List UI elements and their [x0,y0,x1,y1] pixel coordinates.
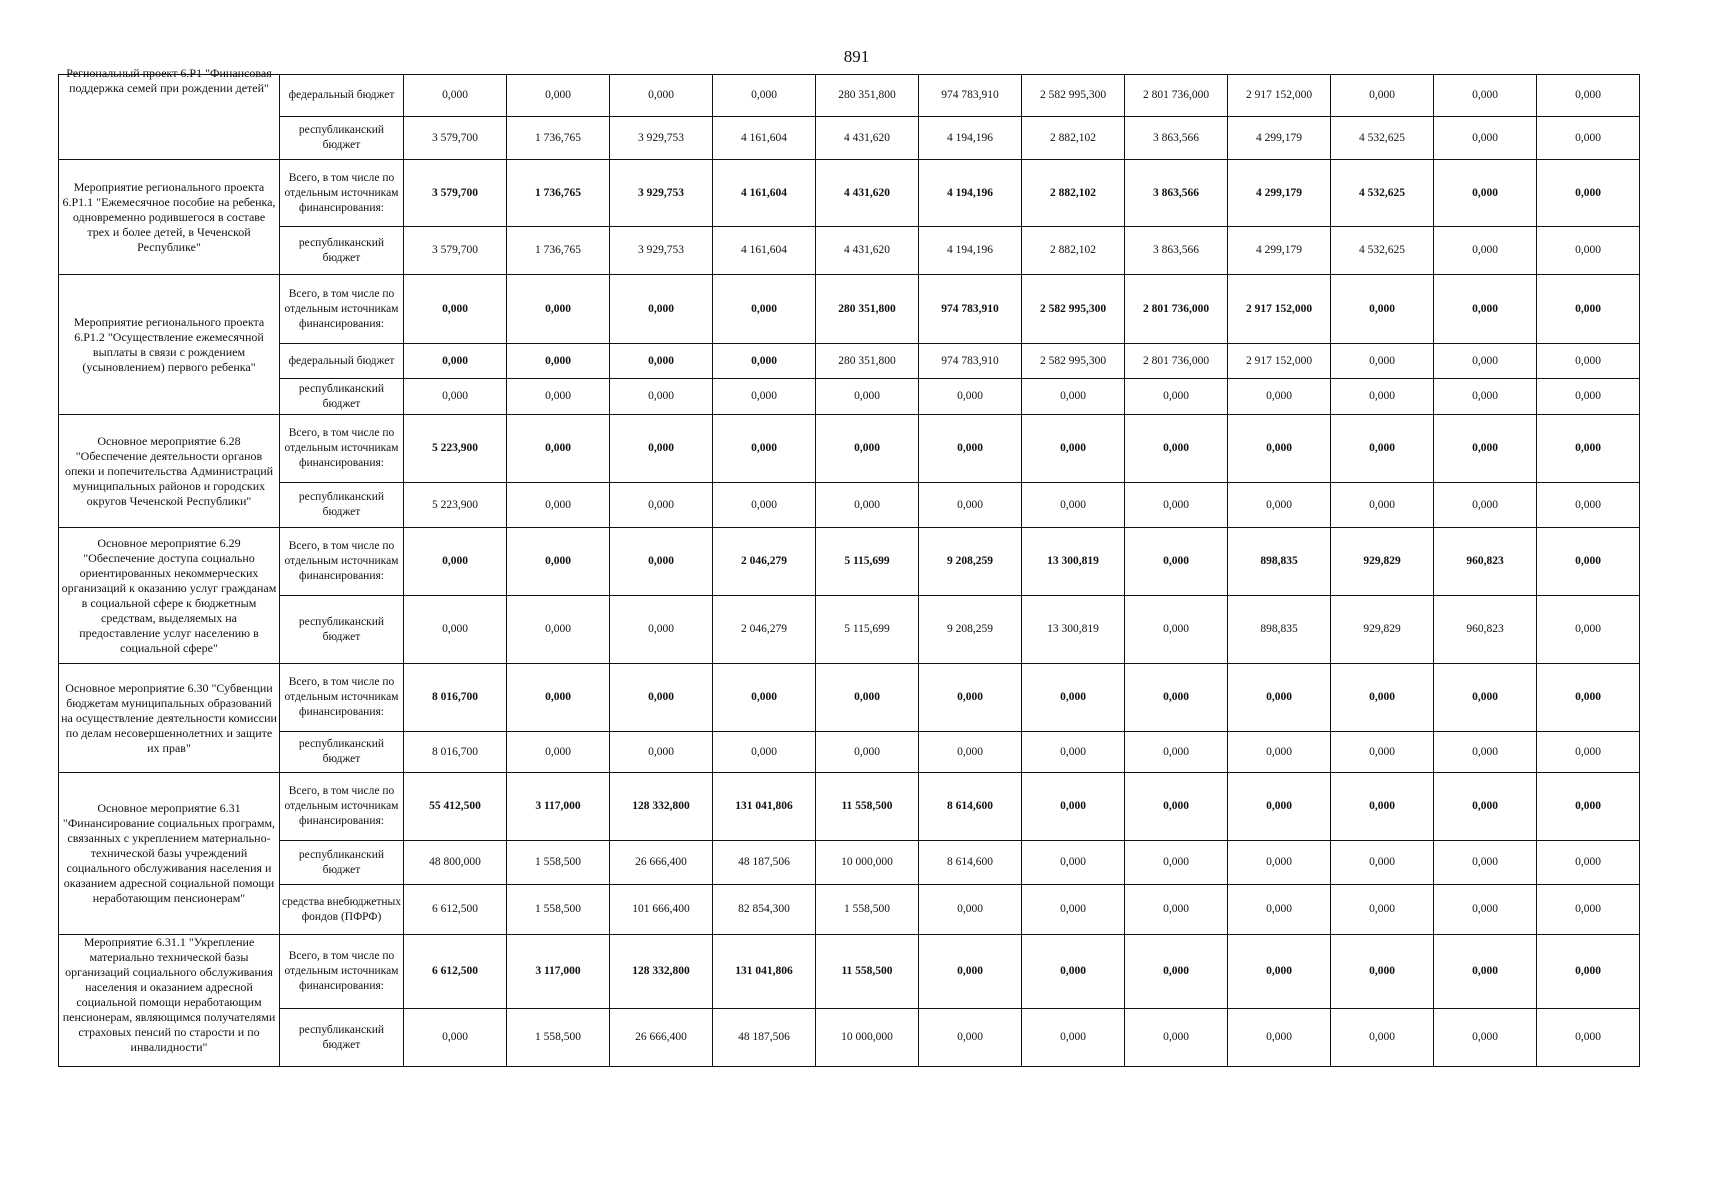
amount-cell: 3 579,700 [404,227,507,275]
amount-cell: 8 016,700 [404,664,507,732]
amount-cell: 0,000 [1537,732,1640,773]
amount-cell: 9 208,259 [919,596,1022,664]
funding-source-cell: Всего, в том числе по отдельным источникам финансирования: [280,773,404,841]
amount-cell: 1 558,500 [507,885,610,935]
amount-cell: 0,000 [610,732,713,773]
amount-cell: 0,000 [713,664,816,732]
amount-cell: 0,000 [1228,885,1331,935]
amount-cell: 0,000 [1434,344,1537,379]
amount-cell: 128 332,800 [610,935,713,1009]
amount-cell: 0,000 [1228,841,1331,885]
amount-cell: 0,000 [1434,664,1537,732]
activity-name-cell: Основное мероприятие 6.28 "Обеспечение деятельности органов опеки и попечительства Администраций муниципальных районов и городских округов Чеченской Республики" [59,415,280,528]
amount-cell: 55 412,500 [404,773,507,841]
amount-cell: 0,000 [1125,773,1228,841]
table-row [59,596,1640,664]
funding-source-cell: республиканский бюджет [280,379,404,415]
amount-cell: 0,000 [816,483,919,528]
amount-cell: 48 187,506 [713,1009,816,1067]
amount-cell: 0,000 [1022,773,1125,841]
funding-source-cell: Всего, в том числе по отдельным источникам финансирования: [280,275,404,344]
funding-source-cell: Всего, в том числе по отдельным источникам финансирования: [280,935,404,1009]
amount-cell: 1 736,765 [507,117,610,160]
amount-cell: 0,000 [610,528,713,596]
amount-cell: 0,000 [1434,160,1537,227]
amount-cell: 0,000 [1537,1009,1640,1067]
amount-cell: 0,000 [404,275,507,344]
amount-cell: 0,000 [1125,885,1228,935]
amount-cell: 2 917 152,000 [1228,275,1331,344]
activity-name-cell: Мероприятие 6.31.1 "Укрепление материально технической базы организаций социального обслуживания населения и оказанием адресной социальной помощи неработающим пенсионерам, являющимся получателями страховых пенсий по старости и по инвалидности" [59,935,280,1067]
table-row [59,1009,1640,1067]
amount-cell: 0,000 [404,379,507,415]
table-row [59,483,1640,528]
amount-cell: 0,000 [1228,483,1331,528]
amount-cell: 4 532,625 [1331,160,1434,227]
amount-cell: 0,000 [919,415,1022,483]
amount-cell: 0,000 [610,379,713,415]
amount-cell: 5 115,699 [816,596,919,664]
amount-cell: 0,000 [1125,841,1228,885]
amount-cell: 0,000 [1125,528,1228,596]
amount-cell: 0,000 [1331,415,1434,483]
amount-cell: 6 612,500 [404,935,507,1009]
amount-cell: 960,823 [1434,596,1537,664]
activity-name-cell: Мероприятие регионального проекта 6.Р1.1 "Ежемесячное пособие на ребенка, одновременно родившегося в составе трех и более детей, в Чеченской Республике" [59,160,280,275]
amount-cell: 3 929,753 [610,160,713,227]
amount-cell: 0,000 [1434,935,1537,1009]
amount-cell: 4 194,196 [919,160,1022,227]
amount-cell: 0,000 [1537,275,1640,344]
amount-cell: 2 582 995,300 [1022,344,1125,379]
amount-cell: 974 783,910 [919,344,1022,379]
table-row [59,885,1640,935]
amount-cell: 0,000 [816,415,919,483]
amount-cell: 48 800,000 [404,841,507,885]
table-row [59,227,1640,275]
activity-name-cell: Мероприятие регионального проекта 6.Р1.2 "Осуществление ежемесячной выплаты в связи с рождением (усыновлением) первого ребенка" [59,275,280,415]
amount-cell: 9 208,259 [919,528,1022,596]
amount-cell: 4 299,179 [1228,117,1331,160]
amount-cell: 0,000 [1125,596,1228,664]
amount-cell: 5 223,900 [404,483,507,528]
amount-cell: 3 929,753 [610,117,713,160]
amount-cell: 0,000 [816,732,919,773]
activity-name-text: Региональный проект 6.Р1 "Финансовая поддержка семей при рождении детей" [66,66,272,95]
amount-cell: 0,000 [1331,483,1434,528]
amount-cell: 0,000 [1331,935,1434,1009]
amount-cell: 0,000 [919,664,1022,732]
amount-cell: 3 863,566 [1125,117,1228,160]
funding-source-cell: Всего, в том числе по отдельным источникам финансирования: [280,415,404,483]
amount-cell: 0,000 [1434,379,1537,415]
amount-cell: 2 046,279 [713,596,816,664]
amount-cell: 128 332,800 [610,773,713,841]
amount-cell: 0,000 [713,379,816,415]
funding-source-cell: республиканский бюджет [280,483,404,528]
amount-cell: 0,000 [1125,664,1228,732]
amount-cell: 5 115,699 [816,528,919,596]
table-row [59,664,1640,732]
amount-cell: 8 614,600 [919,841,1022,885]
amount-cell: 0,000 [1331,885,1434,935]
amount-cell: 0,000 [816,664,919,732]
amount-cell: 0,000 [1331,275,1434,344]
amount-cell: 0,000 [404,1009,507,1067]
amount-cell: 0,000 [1331,344,1434,379]
amount-cell: 4 161,604 [713,227,816,275]
amount-cell: 0,000 [1434,117,1537,160]
funding-source-cell: республиканский бюджет [280,732,404,773]
table-row [59,773,1640,841]
funding-source-cell: республиканский бюджет [280,227,404,275]
amount-cell: 4 299,179 [1228,227,1331,275]
amount-cell: 0,000 [919,935,1022,1009]
amount-cell: 1 558,500 [507,1009,610,1067]
amount-cell: 4 431,620 [816,160,919,227]
amount-cell: 974 783,910 [919,75,1022,117]
amount-cell: 0,000 [1125,1009,1228,1067]
table-row [59,528,1640,596]
amount-cell: 1 736,765 [507,160,610,227]
budget-table-body [59,66,1640,1067]
amount-cell: 0,000 [1125,483,1228,528]
amount-cell: 0,000 [1022,885,1125,935]
amount-cell: 0,000 [610,75,713,117]
amount-cell: 2 582 995,300 [1022,75,1125,117]
amount-cell: 0,000 [1537,227,1640,275]
amount-cell: 3 117,000 [507,935,610,1009]
amount-cell: 4 161,604 [713,117,816,160]
amount-cell: 3 863,566 [1125,227,1228,275]
amount-cell: 0,000 [1434,1009,1537,1067]
amount-cell: 0,000 [1228,732,1331,773]
amount-cell: 0,000 [1537,596,1640,664]
amount-cell: 0,000 [1331,732,1434,773]
amount-cell: 0,000 [1434,773,1537,841]
amount-cell: 0,000 [1434,227,1537,275]
amount-cell: 3 579,700 [404,160,507,227]
amount-cell: 4 161,604 [713,160,816,227]
budget-table [58,66,1640,1067]
amount-cell: 0,000 [1228,935,1331,1009]
amount-cell: 1 558,500 [816,885,919,935]
table-row [59,379,1640,415]
amount-cell: 0,000 [1537,379,1640,415]
amount-cell: 0,000 [1434,841,1537,885]
amount-cell: 3 117,000 [507,773,610,841]
amount-cell: 0,000 [1537,773,1640,841]
amount-cell: 0,000 [1537,483,1640,528]
amount-cell: 0,000 [919,483,1022,528]
table-row [59,275,1640,344]
amount-cell: 2 882,102 [1022,160,1125,227]
amount-cell: 0,000 [1434,415,1537,483]
table-row [59,935,1640,1009]
funding-source-cell: Всего, в том числе по отдельным источникам финансирования: [280,160,404,227]
amount-cell: 48 187,506 [713,841,816,885]
amount-cell: 2 801 736,000 [1125,275,1228,344]
funding-source-cell: средства внебюджетных фондов (ПФРФ) [280,885,404,935]
amount-cell: 280 351,800 [816,75,919,117]
amount-cell: 280 351,800 [816,275,919,344]
amount-cell: 2 882,102 [1022,227,1125,275]
amount-cell: 0,000 [1434,483,1537,528]
page-number: 891 [843,47,870,66]
amount-cell: 5 223,900 [404,415,507,483]
amount-cell: 101 666,400 [610,885,713,935]
funding-source-cell: республиканский бюджет [280,117,404,160]
amount-cell: 0,000 [1228,773,1331,841]
amount-cell: 0,000 [713,483,816,528]
amount-cell: 0,000 [404,75,507,117]
amount-cell: 82 854,300 [713,885,816,935]
amount-cell: 0,000 [1434,75,1537,117]
amount-cell: 0,000 [507,344,610,379]
amount-cell: 0,000 [507,379,610,415]
amount-cell: 0,000 [919,885,1022,935]
amount-cell: 4 299,179 [1228,160,1331,227]
amount-cell: 0,000 [507,664,610,732]
amount-cell: 0,000 [1331,379,1434,415]
funding-source-cell: республиканский бюджет [280,841,404,885]
amount-cell: 4 194,196 [919,227,1022,275]
amount-cell: 0,000 [1022,1009,1125,1067]
amount-cell: 0,000 [713,732,816,773]
amount-cell: 0,000 [1537,841,1640,885]
amount-cell: 0,000 [713,75,816,117]
amount-cell: 0,000 [1331,773,1434,841]
amount-cell: 0,000 [507,75,610,117]
amount-cell: 0,000 [1228,664,1331,732]
amount-cell: 0,000 [1228,415,1331,483]
amount-cell: 0,000 [1537,117,1640,160]
table-row [59,160,1640,227]
activity-name-cell: Основное мероприятие 6.31 "Финансирование социальных программ, связанных с укреплением материально-технической базы учреждений социального обслуживания населения и оказанием адресной социальной помощи неработающим пенсионерам" [59,773,280,935]
table-row [59,75,1640,117]
amount-cell: 0,000 [1537,935,1640,1009]
amount-cell: 0,000 [1537,664,1640,732]
amount-cell: 26 666,400 [610,841,713,885]
amount-cell: 2 917 152,000 [1228,75,1331,117]
amount-cell: 0,000 [713,415,816,483]
funding-source-cell: республиканский бюджет [280,596,404,664]
amount-cell: 960,823 [1434,528,1537,596]
amount-cell: 0,000 [507,275,610,344]
amount-cell: 898,835 [1228,596,1331,664]
amount-cell: 0,000 [1537,75,1640,117]
amount-cell: 0,000 [1331,75,1434,117]
amount-cell: 974 783,910 [919,275,1022,344]
amount-cell: 0,000 [1022,732,1125,773]
amount-cell: 131 041,806 [713,935,816,1009]
funding-source-cell: Всего, в том числе по отдельным источникам финансирования: [280,664,404,732]
amount-cell: 0,000 [507,596,610,664]
amount-cell: 3 929,753 [610,227,713,275]
amount-cell: 0,000 [1434,885,1537,935]
amount-cell: 4 532,625 [1331,117,1434,160]
amount-cell: 2 046,279 [713,528,816,596]
activity-name-cell: Основное мероприятие 6.29 "Обеспечение доступа социально ориентированных некоммерческих организаций к оказанию услуг гражданам в социальной сфере к бюджетным средствам, выделяемых на предоставление услуг населению в социальной сфере" [59,528,280,664]
amount-cell: 0,000 [1228,379,1331,415]
amount-cell: 0,000 [507,483,610,528]
amount-cell: 2 801 736,000 [1125,75,1228,117]
amount-cell: 929,829 [1331,596,1434,664]
amount-cell: 0,000 [404,344,507,379]
amount-cell: 0,000 [1537,160,1640,227]
amount-cell: 3 579,700 [404,117,507,160]
amount-cell: 0,000 [610,596,713,664]
amount-cell: 4 532,625 [1331,227,1434,275]
amount-cell: 4 431,620 [816,117,919,160]
amount-cell: 0,000 [1022,841,1125,885]
amount-cell: 131 041,806 [713,773,816,841]
amount-cell: 10 000,000 [816,1009,919,1067]
amount-cell: 0,000 [1022,664,1125,732]
amount-cell: 0,000 [713,344,816,379]
amount-cell: 0,000 [919,1009,1022,1067]
amount-cell: 11 558,500 [816,935,919,1009]
amount-cell: 0,000 [816,379,919,415]
amount-cell: 11 558,500 [816,773,919,841]
amount-cell: 0,000 [404,528,507,596]
amount-cell: 0,000 [1331,664,1434,732]
amount-cell: 0,000 [1537,415,1640,483]
amount-cell: 0,000 [507,732,610,773]
amount-cell: 0,000 [610,344,713,379]
amount-cell: 8 614,600 [919,773,1022,841]
amount-cell: 0,000 [1434,275,1537,344]
amount-cell: 6 612,500 [404,885,507,935]
amount-cell: 0,000 [1537,885,1640,935]
amount-cell: 0,000 [1331,841,1434,885]
amount-cell: 0,000 [1537,528,1640,596]
amount-cell: 929,829 [1331,528,1434,596]
amount-cell: 0,000 [404,596,507,664]
amount-cell: 0,000 [610,664,713,732]
amount-cell: 280 351,800 [816,344,919,379]
amount-cell: 2 882,102 [1022,117,1125,160]
activity-name-cell: Основное мероприятие 6.30 "Субвенции бюджетам муниципальных образований на осуществление деятельности комиссии по делам несовершеннолетних и защите их прав" [59,664,280,773]
amount-cell: 13 300,819 [1022,596,1125,664]
amount-cell: 26 666,400 [610,1009,713,1067]
amount-cell: 0,000 [1537,344,1640,379]
amount-cell: 0,000 [1125,732,1228,773]
amount-cell: 0,000 [507,415,610,483]
table-row [59,117,1640,160]
amount-cell: 0,000 [1125,379,1228,415]
table-row [59,841,1640,885]
amount-cell: 2 801 736,000 [1125,344,1228,379]
funding-source-cell: республиканский бюджет [280,1009,404,1067]
amount-cell: 0,000 [610,483,713,528]
amount-cell: 0,000 [610,415,713,483]
table-row [59,732,1640,773]
amount-cell: 4 431,620 [816,227,919,275]
amount-cell: 0,000 [713,275,816,344]
amount-cell: 0,000 [1331,1009,1434,1067]
amount-cell: 0,000 [1022,379,1125,415]
activity-name-cell [59,66,280,160]
amount-cell: 0,000 [507,528,610,596]
amount-cell: 0,000 [919,379,1022,415]
amount-cell: 0,000 [1125,415,1228,483]
amount-cell: 0,000 [1434,732,1537,773]
amount-cell: 2 917 152,000 [1228,344,1331,379]
amount-cell: 3 863,566 [1125,160,1228,227]
funding-source-cell: федеральный бюджет [280,344,404,379]
funding-source-cell: Всего, в том числе по отдельным источникам финансирования: [280,528,404,596]
amount-cell: 8 016,700 [404,732,507,773]
table-row [59,344,1640,379]
amount-cell: 0,000 [1022,935,1125,1009]
table-row [59,415,1640,483]
amount-cell: 13 300,819 [1022,528,1125,596]
amount-cell: 0,000 [919,732,1022,773]
amount-cell: 1 736,765 [507,227,610,275]
amount-cell: 0,000 [1228,1009,1331,1067]
amount-cell: 0,000 [1022,483,1125,528]
amount-cell: 0,000 [1125,935,1228,1009]
funding-source-cell: федеральный бюджет [280,75,404,117]
amount-cell: 0,000 [1022,415,1125,483]
amount-cell: 4 194,196 [919,117,1022,160]
budget-table-wrapper [58,66,1636,1072]
amount-cell: 10 000,000 [816,841,919,885]
amount-cell: 0,000 [610,275,713,344]
amount-cell: 898,835 [1228,528,1331,596]
amount-cell: 1 558,500 [507,841,610,885]
amount-cell: 2 582 995,300 [1022,275,1125,344]
